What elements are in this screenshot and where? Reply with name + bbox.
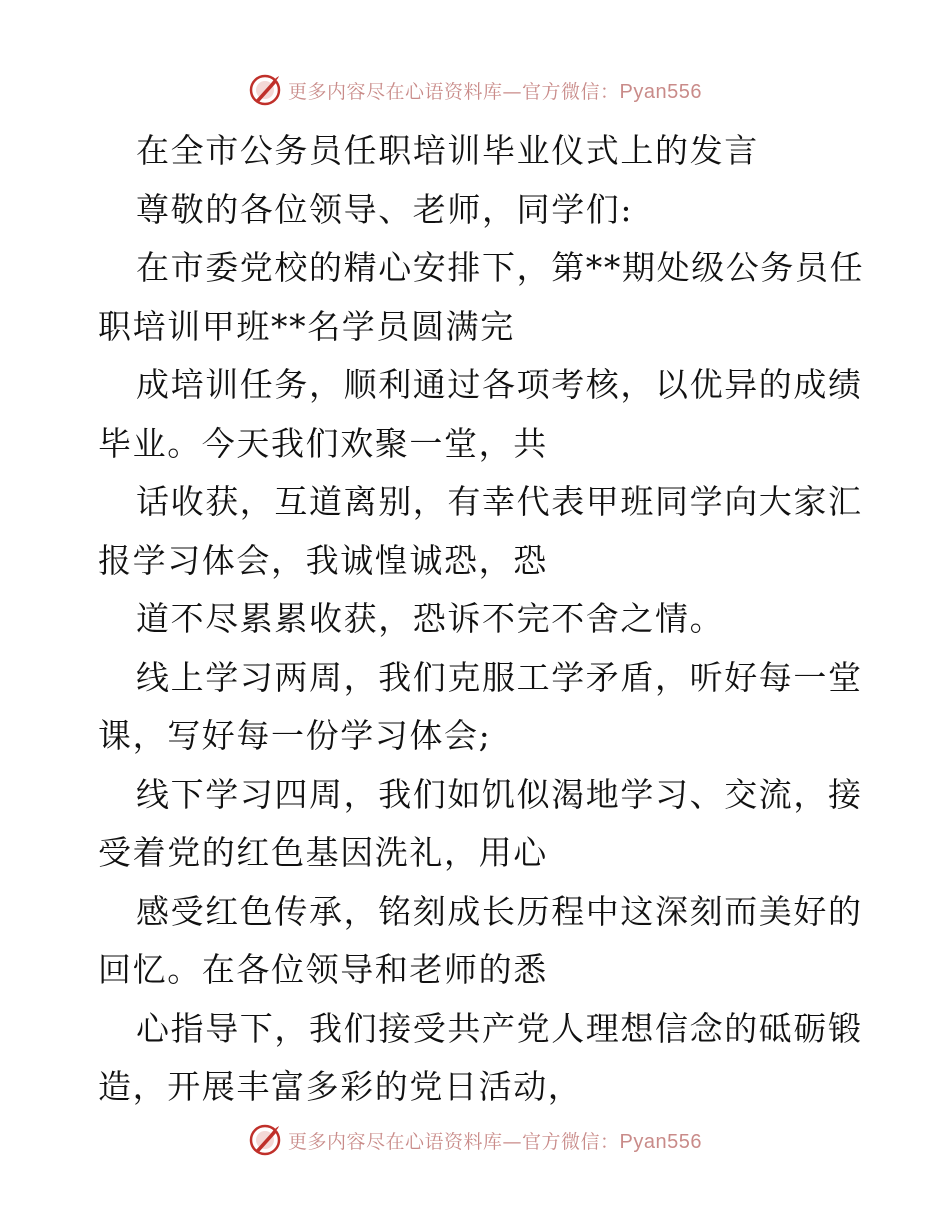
- footer-banner-text: [288, 1127, 702, 1154]
- paragraph-line: 回忆。在各位领导和老师的悉: [98, 950, 548, 989]
- paragraph-line: 心指导下，我们接受共产党人理想信念的砥砺锻: [136, 1008, 863, 1048]
- quill-pen-logo-icon: [248, 1123, 282, 1157]
- document-body: [98, 122, 865, 1117]
- banner-contact-label: 官方微信：: [522, 80, 620, 103]
- banner-contact-handle: Pyan556: [619, 1130, 702, 1153]
- banner-contact-handle: Pyan556: [619, 80, 702, 103]
- banner-separator: —: [502, 1130, 523, 1153]
- banner-contact-label: 官方微信：: [522, 1130, 620, 1153]
- paragraph-line: 在市委党校的精心安排下，第**期处级公务员任: [136, 248, 865, 287]
- document-title: 在全市公务员任职培训毕业仪式上的发言: [136, 131, 759, 170]
- paragraph-line: 线上学习两周，我们克服工学矛盾，听好每一堂: [136, 657, 863, 697]
- paragraph-line: 造，开展丰富多彩的党日活动，: [98, 1067, 583, 1106]
- paragraph-line: 话收获，互道离别，有幸代表甲班同学向大家汇: [136, 482, 863, 521]
- footer-banner: [0, 1120, 950, 1160]
- header-banner: [0, 70, 950, 110]
- header-banner-text: [288, 77, 702, 104]
- paragraph-line: 报学习体会，我诚惶诚恐，恐: [98, 540, 548, 580]
- paragraph-line: 职培训甲班**名学员圆满完: [98, 306, 515, 346]
- paragraph-line: 成培训任务，顺利通过各项考核，以优异的成绩: [136, 365, 863, 404]
- paragraph-line: 感受红色传承，铭刻成长历程中这深刻而美好的: [136, 891, 863, 931]
- paragraph-line: 道不尽累累收获，恐诉不完不舍之情。: [136, 599, 725, 638]
- banner-site-name: 更多内容尽在心语资料库: [288, 80, 503, 103]
- banner-site-name: 更多内容尽在心语资料库: [288, 1130, 503, 1153]
- paragraph-line: 课，写好每一份学习体会;: [98, 716, 492, 755]
- banner-separator: —: [502, 80, 523, 103]
- quill-pen-logo-icon: [248, 73, 282, 107]
- document-salutation: 尊敬的各位领导、老师，同学们:: [136, 189, 634, 229]
- paragraph-line: 线下学习四周，我们如饥似渴地学习、交流，接: [136, 774, 863, 814]
- paragraph-line: 毕业。今天我们欢聚一堂，共: [98, 423, 548, 463]
- paragraph-line: 受着党的红色基因洗礼，用心: [98, 833, 548, 872]
